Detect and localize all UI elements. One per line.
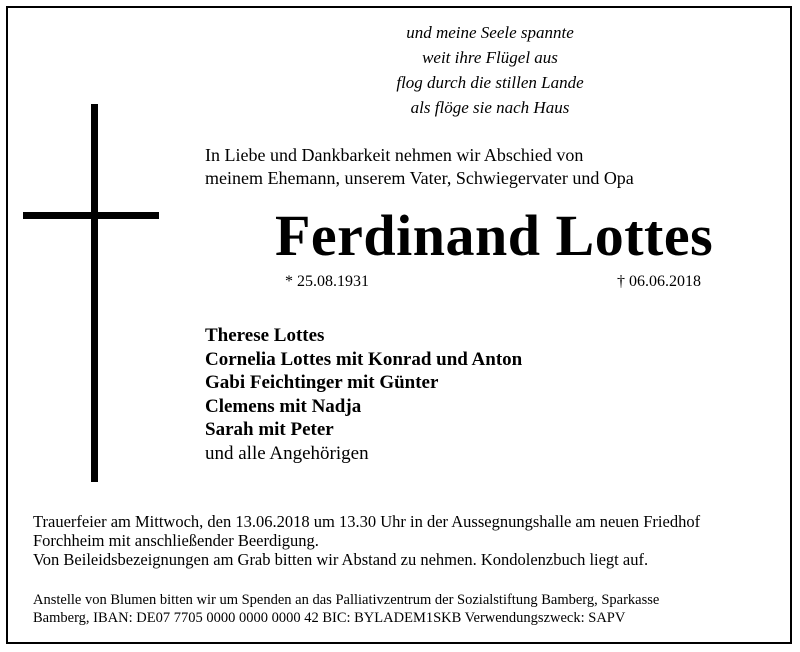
donation-line: Anstelle von Blumen bitten wir um Spenden an das Palliativzentrum der Sozialstiftung Bamberg, Sparkasse [33, 592, 660, 608]
ceremony-line: Trauerfeier am Mittwoch, den 13.06.2018 um 13.30 Uhr in der Aussegnungshalle am neuen Friedhof [33, 512, 701, 531]
cross-horizontal-bar [23, 212, 159, 219]
ceremony-line: Von Beileidsbezeignungen am Grab bitten wir Abstand zu nehmen. Kondolenzbuch liegt auf. [33, 550, 649, 569]
donation-info [33, 591, 659, 627]
mourner-name: Therese Lottes [205, 325, 325, 346]
death-date: † 06.06.2018 [617, 273, 701, 290]
donation-line: Bamberg, IBAN: DE07 7705 0000 0000 0000 42 BIC: BYLADEM1SKB Verwendungszweck: SAPV [33, 610, 626, 626]
mourner-name: Cornelia Lottes mit Konrad und Anton [205, 348, 523, 370]
mourner-name: Sarah mit Peter [205, 419, 334, 440]
poem-line: weit ihre Flügel aus [422, 48, 558, 67]
mourners-closing: und alle Angehörigen [205, 442, 369, 464]
poem-line: flog durch die stillen Lande [396, 73, 584, 92]
deceased-name: Ferdinand Lottes [275, 203, 714, 268]
intro-text [205, 144, 634, 190]
poem-line: als flöge sie nach Haus [410, 98, 570, 117]
ceremony-info [33, 512, 700, 569]
mourners-list [205, 324, 522, 465]
poem-line: und meine Seele spannte [406, 23, 574, 42]
poem [360, 20, 620, 120]
cross-vertical-bar [91, 104, 98, 482]
mourner-name: Gabi Feichtinger mit Günter [205, 372, 439, 393]
intro-line: meinem Ehemann, unserem Vater, Schwiegervater und Opa [205, 168, 634, 188]
ceremony-line: Forchheim mit anschließender Beerdigung. [33, 531, 319, 550]
intro-line: In Liebe und Dankbarkeit nehmen wir Abschied von [205, 145, 584, 165]
birth-date: * 25.08.1931 [285, 273, 369, 290]
mourner-name: Clemens mit Nadja [205, 395, 362, 417]
